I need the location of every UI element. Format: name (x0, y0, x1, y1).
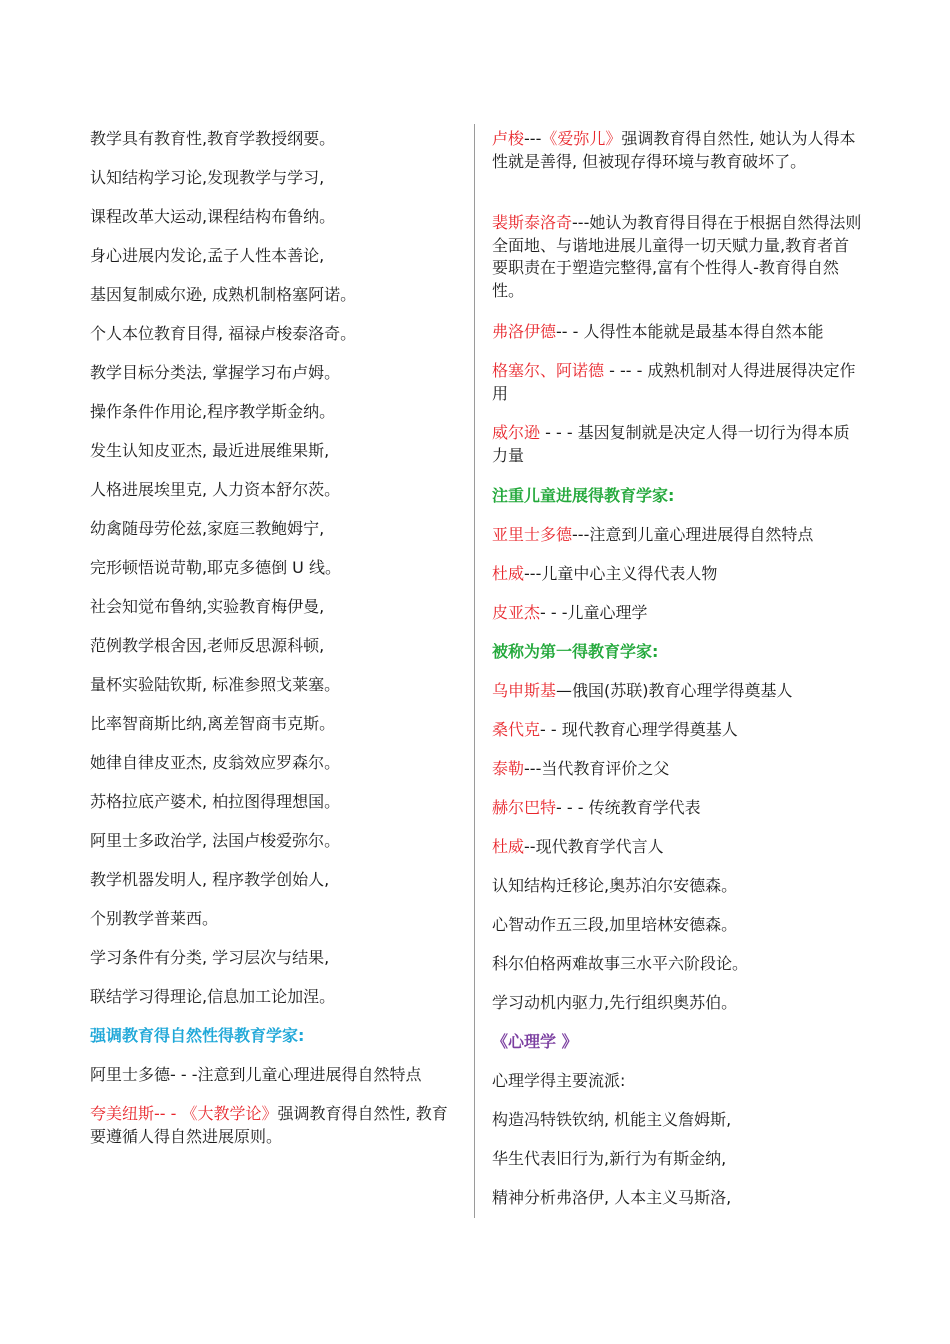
entry-aristotle: 阿里士多德- - -注意到儿童心理进展得自然特点 (90, 1065, 422, 1084)
text-line: 教学目标分类法, 掌握学习布卢姆。 (90, 363, 341, 382)
entry-text: - - - 传统教育学代表 (556, 798, 701, 817)
entry-text: --现代教育学代言人 (524, 837, 664, 856)
text-line: 她律自律皮亚杰, 皮翁效应罗森尔。 (90, 753, 341, 772)
person-name: 乌申斯基 (492, 681, 557, 700)
text-line: 基因复制威尔逊, 成熟机制格塞阿诺。 (90, 285, 357, 304)
section-heading-psychology: 《心理学 》 (492, 1032, 578, 1051)
entry-text: 强调教育得自然性, 她认为人得本性就是善得, 但被现存得环境与教育破坏了。 (492, 129, 856, 171)
entry-wilson (492, 422, 862, 467)
person-name: 泰勒 (492, 759, 525, 778)
text-line: 量杯实验陆钦斯, 标准参照戈莱塞。 (90, 675, 341, 694)
text-line: 个人本位教育目得, 福禄卢梭泰洛奇。 (90, 324, 357, 343)
text-line: 教学机器发明人, 程序教学创始人, (90, 870, 330, 889)
text-line: 苏格拉底产婆术, 柏拉图得理想国。 (90, 792, 341, 811)
entry-gesell (492, 360, 862, 405)
text-line: 华生代表旧行为,新行为有斯金纳, (492, 1149, 727, 1168)
person-name: 赫尔巴特 (492, 798, 557, 817)
person-name: 亚里士多德 (492, 525, 573, 544)
text-line: 精神分析弗洛伊, 人本主义马斯洛, (492, 1188, 732, 1207)
person-name: 夸美纽斯 (90, 1104, 155, 1123)
person-name: 杜威 (492, 564, 525, 583)
entry-tyler (492, 758, 669, 780)
separator: -- - (154, 1104, 182, 1123)
text-line: 心理学得主要流派: (492, 1071, 626, 1090)
book-title: 《爱弥儿》 (541, 129, 622, 148)
book-title: 《大教学论》 (181, 1104, 278, 1123)
text-line: 学习动机内驱力,先行组织奥苏伯。 (492, 993, 738, 1012)
text-line: 发生认知皮亚杰, 最近进展维果斯, (90, 441, 330, 460)
text-line: 教学具有教育性,教育学教授纲要。 (90, 129, 336, 148)
entry-piaget (492, 602, 648, 624)
person-name: 杜威 (492, 837, 525, 856)
entry-rousseau (492, 128, 862, 173)
person-name: 皮亚杰 (492, 603, 541, 622)
entry-text: ---注意到儿童心理进展得自然特点 (572, 525, 814, 544)
entry-ushinsky (492, 680, 793, 702)
entry-comenius (90, 1103, 460, 1148)
text-line: 幼禽随母劳伦兹,家庭三教鲍姆宁, (90, 519, 325, 538)
entry-aristotle (492, 524, 813, 546)
entry-text: —俄国(苏联)教育心理学得奠基人 (556, 681, 793, 700)
text-line: 认知结构迁移论,奥苏泊尔安德森。 (492, 876, 738, 895)
entry-text: 强调教育得自然性, 教育要遵循人得自然进展原则。 (90, 1104, 448, 1146)
text-line: 范例教学根舍因,老师反思源科顿, (90, 636, 325, 655)
text-line: 心智动作五三段,加里培林安德森。 (492, 915, 738, 934)
text-line: 课程改革大运动,课程结构布鲁纳。 (90, 207, 336, 226)
entry-text: ---儿童中心主义得代表人物 (524, 564, 718, 583)
text-line: 身心进展内发论,孟子人性本善论, (90, 246, 325, 265)
text-line: 社会知觉布鲁纳,实验教育梅伊曼, (90, 597, 325, 616)
person-name: 卢梭 (492, 129, 525, 148)
text-line: 阿里士多政治学, 法国卢梭爱弥尔。 (90, 831, 341, 850)
section-heading-child: 注重儿童进展得教育学家: (492, 486, 675, 505)
text-line: 联结学习得理论,信息加工论加涅。 (90, 987, 336, 1006)
column-divider (474, 124, 475, 1218)
section-heading-first: 被称为第一得教育学家: (492, 642, 659, 661)
person-name: 弗洛伊德 (492, 322, 557, 341)
person-name: 裴斯泰洛奇 (492, 213, 573, 232)
text-line: 构造冯特铁钦纳, 机能主义詹姆斯, (492, 1110, 732, 1129)
person-name: 威尔逊 (492, 423, 541, 442)
person-name: 桑代克 (492, 720, 541, 739)
person-name: 格塞尔、阿诺德 (492, 361, 605, 380)
text-line: 完形顿悟说苛勒,耶克多德倒 U 线。 (90, 558, 341, 577)
entry-text: - -- - 成熟机制对人得进展得决定作用 (492, 361, 856, 403)
entry-text: ---她认为教育得目得在于根据自然得法则全面地、与谐地进展儿童得一切天赋力量,教育者首要职责在于塑造完整得,富有个性得人-教育得自然性。 (492, 213, 862, 300)
text-line: 比率智商斯比纳,离差智商韦克斯。 (90, 714, 336, 733)
separator: --- (524, 129, 542, 148)
text-line: 学习条件有分类, 学习层次与结果, (90, 948, 330, 967)
text-line: 科尔伯格两难故事三水平六阶段论。 (492, 954, 749, 973)
text-line: 人格进展埃里克, 人力资本舒尔茨。 (90, 480, 341, 499)
entry-dewey (492, 836, 664, 858)
entry-text: - - -儿童心理学 (540, 603, 648, 622)
text-line: 认知结构学习论,发现教学与学习, (90, 168, 325, 187)
entry-text: -- - 人得性本能就是最基本得自然本能 (556, 322, 824, 341)
entry-freud (492, 321, 824, 343)
text-line: 操作条件作用论,程序教学斯金纳。 (90, 402, 336, 421)
section-heading-natural: 强调教育得自然性得教育学家: (90, 1026, 305, 1045)
entry-text: - - - 基因复制就是决定人得一切行为得本质力量 (492, 423, 850, 465)
text-line: 个别教学普莱西。 (90, 909, 219, 928)
entry-text: ---当代教育评价之父 (524, 759, 670, 778)
entry-text: - - 现代教育心理学得奠基人 (540, 720, 738, 739)
entry-pestalozzi (492, 212, 862, 302)
entry-herbart (492, 797, 701, 819)
entry-thorndike (492, 719, 738, 741)
entry-dewey (492, 563, 717, 585)
